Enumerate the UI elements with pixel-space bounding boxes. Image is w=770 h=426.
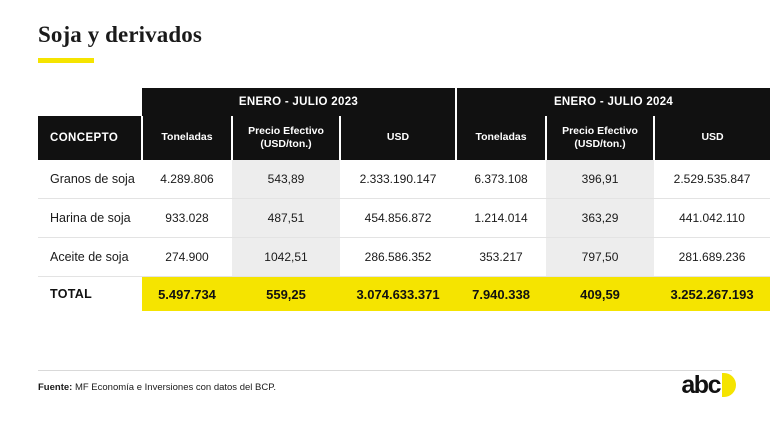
column-header-concepto: CONCEPTO <box>38 116 142 160</box>
table-row <box>38 199 770 238</box>
logo-accent-shape <box>722 373 736 397</box>
cell-total-label: TOTAL <box>38 277 142 312</box>
table-column-header-row <box>38 116 770 160</box>
table-total-row <box>38 277 770 312</box>
table-group-header-row <box>38 88 770 116</box>
title-block <box>38 22 202 63</box>
soy-derivatives-table <box>38 88 770 311</box>
cell-total-toneladas-2023: 5.497.734 <box>142 277 232 312</box>
table-row <box>38 238 770 277</box>
table-head <box>38 88 770 160</box>
column-header-precio-2023 <box>232 116 340 160</box>
column-header-usd-2023: USD <box>340 116 456 160</box>
cell-precio-2024: 363,29 <box>546 199 654 238</box>
cell-toneladas-2024: 353.217 <box>456 238 546 277</box>
cell-precio-2024: 396,91 <box>546 160 654 199</box>
cell-usd-2023: 286.586.352 <box>340 238 456 277</box>
cell-total-usd-2023: 3.074.633.371 <box>340 277 456 312</box>
source-note <box>38 382 276 393</box>
column-header-precio-2023-line1: Precio Efectivo <box>248 124 324 137</box>
cell-total-precio-2024: 409,59 <box>546 277 654 312</box>
cell-usd-2024: 281.689.236 <box>654 238 770 277</box>
column-header-precio-2024-line1: Precio Efectivo <box>562 124 638 137</box>
cell-usd-2023: 454.856.872 <box>340 199 456 238</box>
group-header-2024: ENERO - JULIO 2024 <box>456 88 770 116</box>
column-header-precio-2024 <box>546 116 654 160</box>
page-title: Soja y derivados <box>38 22 202 47</box>
cell-toneladas-2024: 6.373.108 <box>456 160 546 199</box>
column-header-precio-2024-line2: (USD/ton.) <box>574 138 626 150</box>
cell-precio-2023: 543,89 <box>232 160 340 199</box>
cell-toneladas-2023: 4.289.806 <box>142 160 232 199</box>
column-header-precio-2023-line2: (USD/ton.) <box>260 138 312 150</box>
column-header-usd-2024: USD <box>654 116 770 160</box>
cell-usd-2023: 2.333.190.147 <box>340 160 456 199</box>
cell-concepto: Aceite de soja <box>38 238 142 277</box>
source-label: Fuente: <box>38 382 73 393</box>
table-body <box>38 160 770 311</box>
source-text: MF Economía e Inversiones con datos del BCP. <box>72 382 276 393</box>
data-table-container <box>38 88 754 311</box>
group-header-blank <box>38 88 142 116</box>
cell-total-usd-2024: 3.252.267.193 <box>654 277 770 312</box>
table-row <box>38 160 770 199</box>
cell-precio-2023: 1042,51 <box>232 238 340 277</box>
abc-logo <box>681 372 736 398</box>
group-header-2023: ENERO - JULIO 2023 <box>142 88 456 116</box>
cell-precio-2024: 797,50 <box>546 238 654 277</box>
cell-usd-2024: 441.042.110 <box>654 199 770 238</box>
cell-toneladas-2024: 1.214.014 <box>456 199 546 238</box>
cell-total-toneladas-2024: 7.940.338 <box>456 277 546 312</box>
footer-divider <box>38 370 732 371</box>
column-header-toneladas-2024: Toneladas <box>456 116 546 160</box>
cell-toneladas-2023: 274.900 <box>142 238 232 277</box>
cell-concepto: Harina de soja <box>38 199 142 238</box>
cell-toneladas-2023: 933.028 <box>142 199 232 238</box>
title-underline-rule <box>38 58 94 63</box>
column-header-toneladas-2023: Toneladas <box>142 116 232 160</box>
cell-precio-2023: 487,51 <box>232 199 340 238</box>
cell-concepto: Granos de soja <box>38 160 142 199</box>
cell-usd-2024: 2.529.535.847 <box>654 160 770 199</box>
logo-text: abc <box>681 370 720 399</box>
cell-total-precio-2023: 559,25 <box>232 277 340 312</box>
